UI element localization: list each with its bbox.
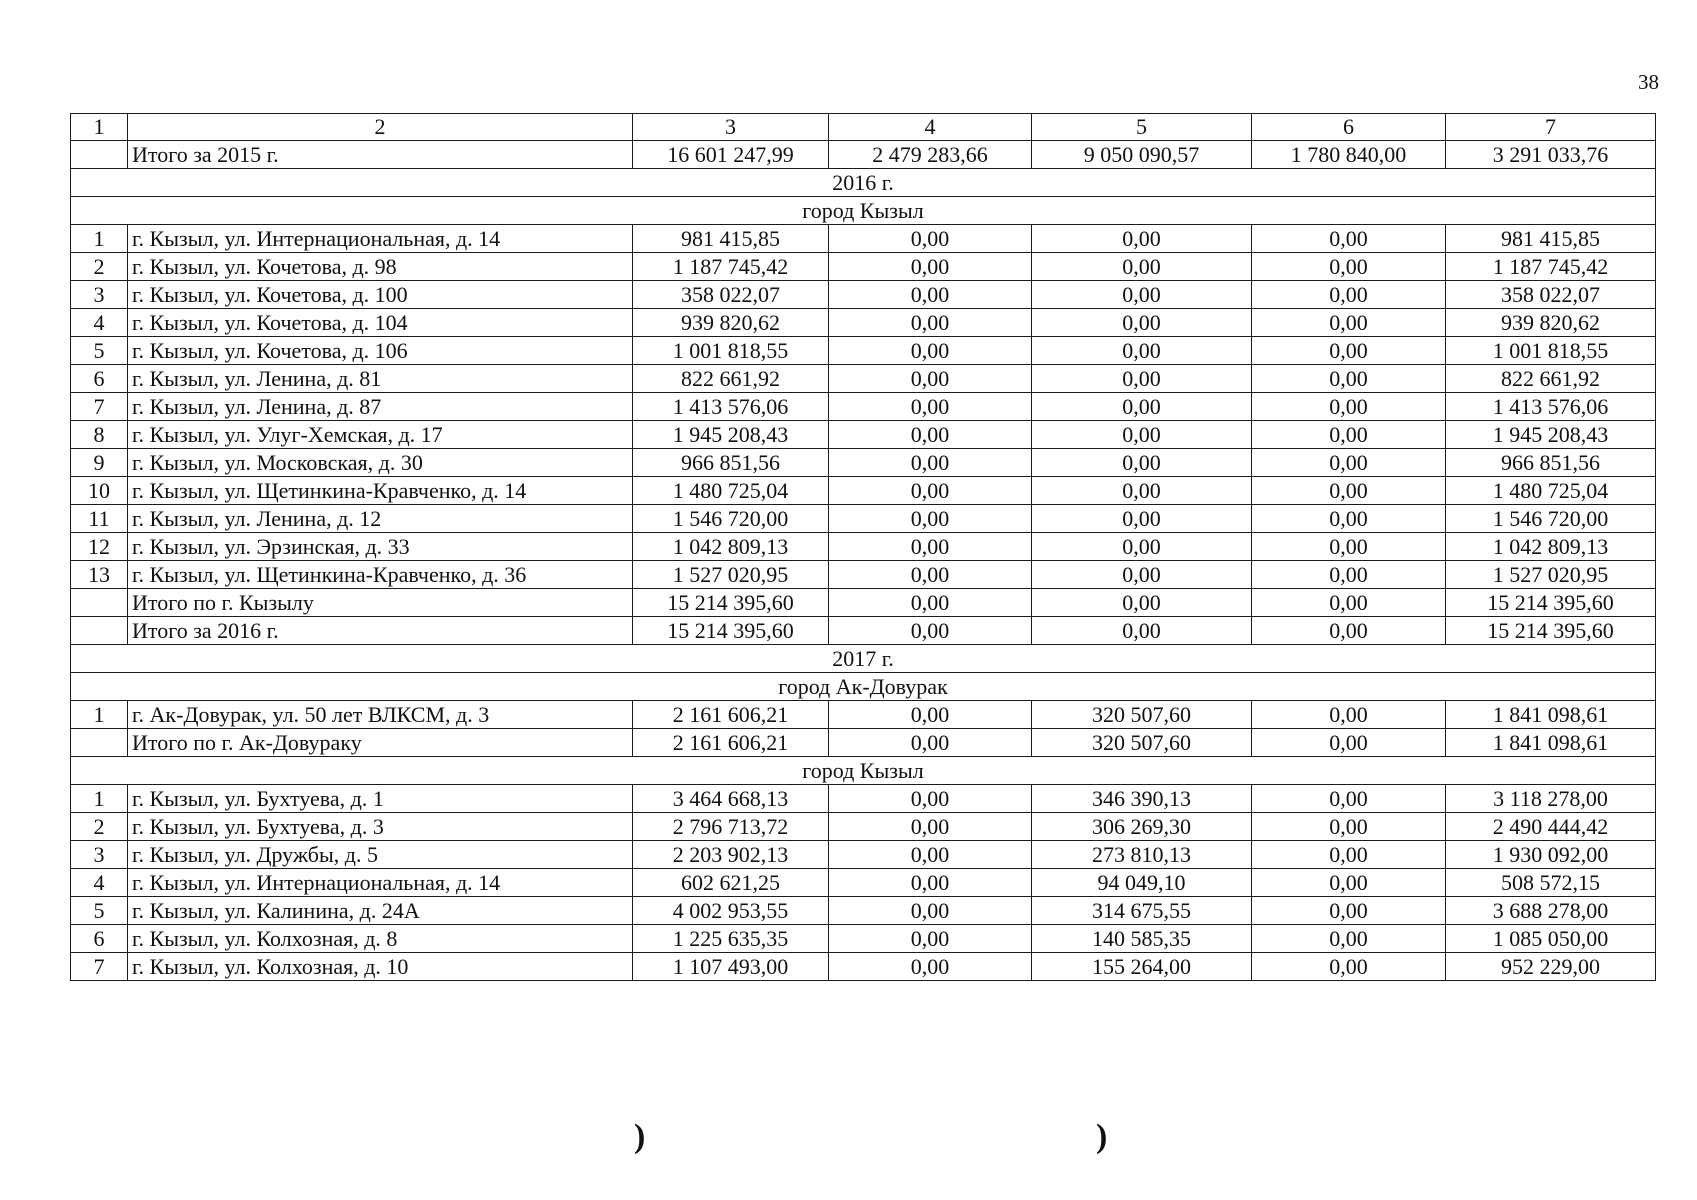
amount-cell: 0,00 (1252, 281, 1446, 309)
table-row (71, 225, 1656, 253)
address-cell: г. Кызыл, ул. Ленина, д. 12 (128, 505, 633, 533)
total-row (71, 141, 1656, 169)
total-row (71, 729, 1656, 757)
amount-cell: 1 107 493,00 (633, 953, 829, 981)
address-cell: г. Кызыл, ул. Колхозная, д. 10 (128, 953, 633, 981)
amount-cell: 140 585,35 (1032, 925, 1252, 953)
amount-cell: 0,00 (1252, 953, 1446, 981)
amount-cell: 0,00 (829, 925, 1032, 953)
amount-cell: 94 049,10 (1032, 869, 1252, 897)
table-row (71, 281, 1656, 309)
amount-cell: 358 022,07 (633, 281, 829, 309)
amount-cell: 981 415,85 (633, 225, 829, 253)
amount-cell: 346 390,13 (1032, 785, 1252, 813)
amount-cell: 0,00 (1032, 281, 1252, 309)
amount-cell: 0,00 (829, 897, 1032, 925)
amount-cell: 0,00 (1252, 449, 1446, 477)
amount-cell: 0,00 (1252, 365, 1446, 393)
total-label: Итого по г. Кызылу (128, 589, 633, 617)
table-row (71, 897, 1656, 925)
amount-cell: 0,00 (1252, 897, 1446, 925)
section-header-row (71, 169, 1656, 197)
amount-cell: 0,00 (1032, 365, 1252, 393)
amount-cell: 0,00 (829, 561, 1032, 589)
table-row (71, 869, 1656, 897)
column-number: 7 (1446, 114, 1656, 141)
amount-cell: 0,00 (829, 309, 1032, 337)
row-number (71, 729, 128, 757)
amount-cell: 0,00 (829, 421, 1032, 449)
amount-cell: 306 269,30 (1032, 813, 1252, 841)
amount-cell: 0,00 (829, 841, 1032, 869)
table-row (71, 561, 1656, 589)
amount-cell: 939 820,62 (633, 309, 829, 337)
table-row (71, 421, 1656, 449)
table-row (71, 477, 1656, 505)
amount-cell: 0,00 (1252, 701, 1446, 729)
section-header-row (71, 645, 1656, 673)
amount-cell: 0,00 (1252, 589, 1446, 617)
amount-cell: 15 214 395,60 (1446, 589, 1656, 617)
amount-cell: 0,00 (1252, 813, 1446, 841)
amount-cell: 0,00 (1252, 477, 1446, 505)
row-number: 4 (71, 309, 128, 337)
amount-cell: 0,00 (829, 729, 1032, 757)
amount-cell: 16 601 247,99 (633, 141, 829, 169)
amount-cell: 2 203 902,13 (633, 841, 829, 869)
row-number (71, 141, 128, 169)
amount-cell: 320 507,60 (1032, 701, 1252, 729)
address-cell: г. Кызыл, ул. Кочетова, д. 98 (128, 253, 633, 281)
address-cell: г. Кызыл, ул. Кочетова, д. 104 (128, 309, 633, 337)
amount-cell: 3 688 278,00 (1446, 897, 1656, 925)
amount-cell: 0,00 (829, 449, 1032, 477)
column-number: 6 (1252, 114, 1446, 141)
amount-cell: 2 161 606,21 (633, 729, 829, 757)
amount-cell: 0,00 (1032, 505, 1252, 533)
amount-cell: 0,00 (1032, 393, 1252, 421)
amount-cell: 2 161 606,21 (633, 701, 829, 729)
budget-table (70, 113, 1656, 981)
table-row (71, 309, 1656, 337)
row-number: 9 (71, 449, 128, 477)
amount-cell: 1 413 576,06 (1446, 393, 1656, 421)
margin-mark: ) (1096, 1118, 1108, 1155)
amount-cell: 0,00 (1032, 617, 1252, 645)
amount-cell: 966 851,56 (1446, 449, 1656, 477)
amount-cell: 3 464 668,13 (633, 785, 829, 813)
address-cell: г. Ак-Довурак, ул. 50 лет ВЛКСМ, д. 3 (128, 701, 633, 729)
amount-cell: 0,00 (1252, 785, 1446, 813)
table-row (71, 701, 1656, 729)
amount-cell: 939 820,62 (1446, 309, 1656, 337)
amount-cell: 1 780 840,00 (1252, 141, 1446, 169)
amount-cell: 0,00 (829, 253, 1032, 281)
row-number: 13 (71, 561, 128, 589)
page-number: 38 (1638, 70, 1659, 94)
row-number: 10 (71, 477, 128, 505)
amount-cell: 0,00 (1252, 309, 1446, 337)
total-row (71, 589, 1656, 617)
column-number: 4 (829, 114, 1032, 141)
table-body (71, 114, 1656, 981)
table-row (71, 337, 1656, 365)
address-cell: г. Кызыл, ул. Бухтуева, д. 1 (128, 785, 633, 813)
section-header-row (71, 197, 1656, 225)
amount-cell: 15 214 395,60 (633, 617, 829, 645)
amount-cell: 0,00 (1032, 253, 1252, 281)
amount-cell: 0,00 (1032, 225, 1252, 253)
amount-cell: 0,00 (1252, 841, 1446, 869)
total-label: Итого по г. Ак-Довураку (128, 729, 633, 757)
amount-cell: 1 042 809,13 (1446, 533, 1656, 561)
amount-cell: 15 214 395,60 (1446, 617, 1656, 645)
amount-cell: 1 187 745,42 (1446, 253, 1656, 281)
amount-cell: 0,00 (1032, 561, 1252, 589)
row-number: 8 (71, 421, 128, 449)
column-number-row (71, 114, 1656, 141)
amount-cell: 1 930 092,00 (1446, 841, 1656, 869)
address-cell: г. Кызыл, ул. Колхозная, д. 8 (128, 925, 633, 953)
row-number: 12 (71, 533, 128, 561)
amount-cell: 0,00 (1252, 337, 1446, 365)
table-row (71, 925, 1656, 953)
section-title: город Ак-Довурак (71, 673, 1656, 701)
table-row (71, 785, 1656, 813)
amount-cell: 981 415,85 (1446, 225, 1656, 253)
table-row (71, 953, 1656, 981)
amount-cell: 1 527 020,95 (633, 561, 829, 589)
address-cell: г. Кызыл, ул. Бухтуева, д. 3 (128, 813, 633, 841)
address-cell: г. Кызыл, ул. Дружбы, д. 5 (128, 841, 633, 869)
section-title: 2017 г. (71, 645, 1656, 673)
amount-cell: 0,00 (1032, 477, 1252, 505)
column-number: 3 (633, 114, 829, 141)
address-cell: г. Кызыл, ул. Кочетова, д. 106 (128, 337, 633, 365)
amount-cell: 2 796 713,72 (633, 813, 829, 841)
amount-cell: 0,00 (829, 393, 1032, 421)
row-number (71, 589, 128, 617)
address-cell: г. Кызыл, ул. Кочетова, д. 100 (128, 281, 633, 309)
amount-cell: 1 527 020,95 (1446, 561, 1656, 589)
amount-cell: 602 621,25 (633, 869, 829, 897)
table-row (71, 533, 1656, 561)
amount-cell: 1 042 809,13 (633, 533, 829, 561)
amount-cell: 966 851,56 (633, 449, 829, 477)
amount-cell: 1 187 745,42 (633, 253, 829, 281)
amount-cell: 0,00 (1252, 533, 1446, 561)
amount-cell: 1 546 720,00 (633, 505, 829, 533)
section-title: 2016 г. (71, 169, 1656, 197)
amount-cell: 0,00 (1032, 337, 1252, 365)
row-number: 4 (71, 869, 128, 897)
address-cell: г. Кызыл, ул. Интернациональная, д. 14 (128, 225, 633, 253)
amount-cell: 1 945 208,43 (633, 421, 829, 449)
amount-cell: 3 118 278,00 (1446, 785, 1656, 813)
amount-cell: 314 675,55 (1032, 897, 1252, 925)
table-row (71, 253, 1656, 281)
address-cell: г. Кызыл, ул. Московская, д. 30 (128, 449, 633, 477)
amount-cell: 0,00 (829, 337, 1032, 365)
address-cell: г. Кызыл, ул. Интернациональная, д. 14 (128, 869, 633, 897)
amount-cell: 0,00 (829, 953, 1032, 981)
amount-cell: 0,00 (829, 533, 1032, 561)
row-number: 6 (71, 365, 128, 393)
amount-cell: 0,00 (1032, 589, 1252, 617)
amount-cell: 358 022,07 (1446, 281, 1656, 309)
row-number: 1 (71, 785, 128, 813)
amount-cell: 0,00 (829, 477, 1032, 505)
amount-cell: 1 480 725,04 (1446, 477, 1656, 505)
section-title: город Кызыл (71, 757, 1656, 785)
table-row (71, 813, 1656, 841)
amount-cell: 0,00 (1252, 561, 1446, 589)
amount-cell: 2 479 283,66 (829, 141, 1032, 169)
amount-cell: 0,00 (829, 589, 1032, 617)
amount-cell: 822 661,92 (1446, 365, 1656, 393)
address-cell: г. Кызыл, ул. Щетинкина-Кравченко, д. 14 (128, 477, 633, 505)
amount-cell: 0,00 (829, 365, 1032, 393)
row-number: 2 (71, 253, 128, 281)
section-title: город Кызыл (71, 197, 1656, 225)
row-number: 7 (71, 393, 128, 421)
amount-cell: 2 490 444,42 (1446, 813, 1656, 841)
total-label: Итого за 2016 г. (128, 617, 633, 645)
total-label: Итого за 2015 г. (128, 141, 633, 169)
amount-cell: 508 572,15 (1446, 869, 1656, 897)
table-row (71, 365, 1656, 393)
row-number: 3 (71, 281, 128, 309)
amount-cell: 9 050 090,57 (1032, 141, 1252, 169)
amount-cell: 0,00 (1032, 533, 1252, 561)
amount-cell: 0,00 (1032, 449, 1252, 477)
amount-cell: 1 225 635,35 (633, 925, 829, 953)
section-header-row (71, 757, 1656, 785)
address-cell: г. Кызыл, ул. Ленина, д. 81 (128, 365, 633, 393)
table-row (71, 505, 1656, 533)
amount-cell: 0,00 (1032, 421, 1252, 449)
amount-cell: 0,00 (1252, 869, 1446, 897)
amount-cell: 155 264,00 (1032, 953, 1252, 981)
amount-cell: 0,00 (829, 505, 1032, 533)
amount-cell: 320 507,60 (1032, 729, 1252, 757)
row-number: 1 (71, 225, 128, 253)
row-number: 5 (71, 337, 128, 365)
row-number: 6 (71, 925, 128, 953)
address-cell: г. Кызыл, ул. Калинина, д. 24А (128, 897, 633, 925)
row-number: 5 (71, 897, 128, 925)
amount-cell: 0,00 (1252, 729, 1446, 757)
amount-cell: 0,00 (1252, 421, 1446, 449)
amount-cell: 1 841 098,61 (1446, 701, 1656, 729)
amount-cell: 273 810,13 (1032, 841, 1252, 869)
amount-cell: 1 945 208,43 (1446, 421, 1656, 449)
row-number (71, 617, 128, 645)
column-number: 5 (1032, 114, 1252, 141)
amount-cell: 0,00 (1252, 393, 1446, 421)
amount-cell: 0,00 (829, 785, 1032, 813)
amount-cell: 1 001 818,55 (633, 337, 829, 365)
amount-cell: 0,00 (1252, 925, 1446, 953)
amount-cell: 0,00 (829, 813, 1032, 841)
amount-cell: 0,00 (1252, 617, 1446, 645)
amount-cell: 1 841 098,61 (1446, 729, 1656, 757)
amount-cell: 0,00 (1252, 253, 1446, 281)
amount-cell: 1 413 576,06 (633, 393, 829, 421)
row-number: 1 (71, 701, 128, 729)
row-number: 2 (71, 813, 128, 841)
amount-cell: 0,00 (829, 225, 1032, 253)
amount-cell: 952 229,00 (1446, 953, 1656, 981)
amount-cell: 0,00 (1032, 309, 1252, 337)
amount-cell: 0,00 (829, 869, 1032, 897)
row-number: 7 (71, 953, 128, 981)
address-cell: г. Кызыл, ул. Ленина, д. 87 (128, 393, 633, 421)
amount-cell: 0,00 (829, 617, 1032, 645)
table-row (71, 449, 1656, 477)
amount-cell: 0,00 (829, 701, 1032, 729)
column-number: 2 (128, 114, 633, 141)
amount-cell: 1 001 818,55 (1446, 337, 1656, 365)
address-cell: г. Кызыл, ул. Улуг-Хемская, д. 17 (128, 421, 633, 449)
total-row (71, 617, 1656, 645)
amount-cell: 4 002 953,55 (633, 897, 829, 925)
amount-cell: 1 085 050,00 (1446, 925, 1656, 953)
amount-cell: 15 214 395,60 (633, 589, 829, 617)
amount-cell: 3 291 033,76 (1446, 141, 1656, 169)
column-number: 1 (71, 114, 128, 141)
section-header-row (71, 673, 1656, 701)
amount-cell: 0,00 (1252, 225, 1446, 253)
amount-cell: 1 480 725,04 (633, 477, 829, 505)
margin-mark: ) (634, 1118, 646, 1155)
table-row (71, 841, 1656, 869)
amount-cell: 822 661,92 (633, 365, 829, 393)
amount-cell: 1 546 720,00 (1446, 505, 1656, 533)
amount-cell: 0,00 (829, 281, 1032, 309)
table-row (71, 393, 1656, 421)
address-cell: г. Кызыл, ул. Эрзинская, д. 33 (128, 533, 633, 561)
row-number: 11 (71, 505, 128, 533)
row-number: 3 (71, 841, 128, 869)
address-cell: г. Кызыл, ул. Щетинкина-Кравченко, д. 36 (128, 561, 633, 589)
amount-cell: 0,00 (1252, 505, 1446, 533)
